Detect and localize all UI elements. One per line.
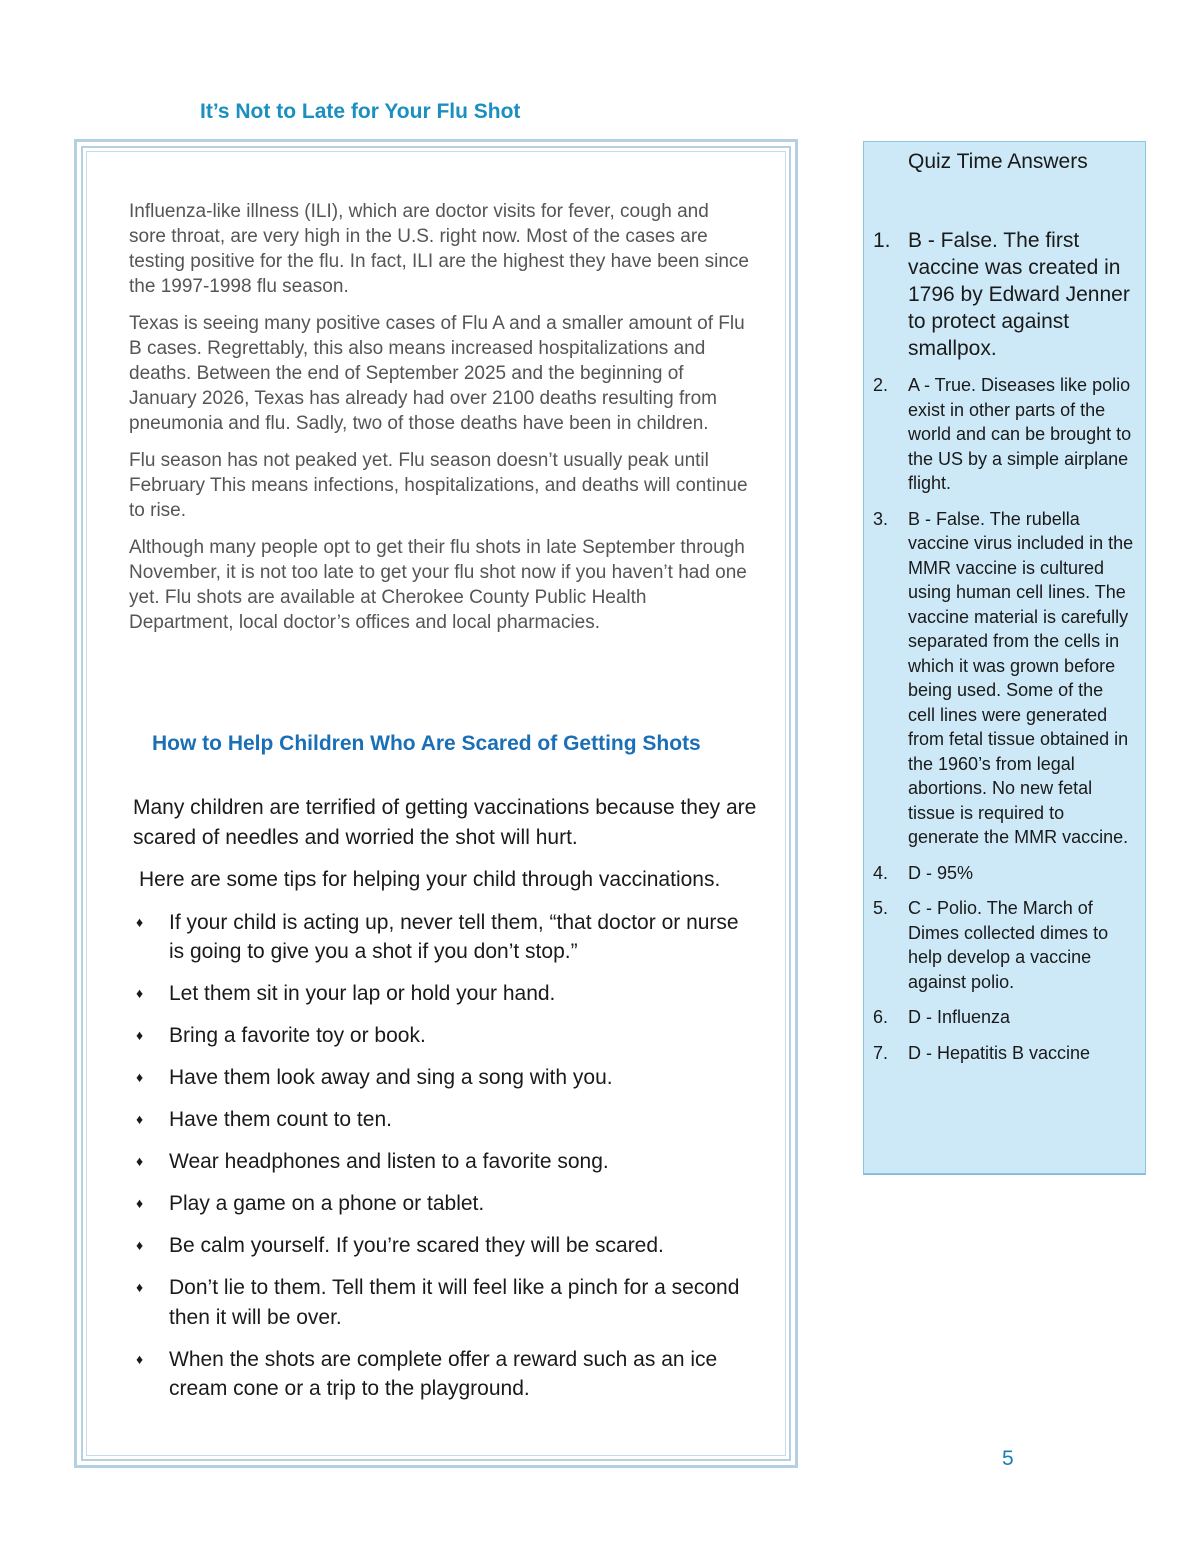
page-number: 5 bbox=[1002, 1447, 1014, 1470]
tip-item bbox=[133, 1147, 758, 1177]
quiz-title: Quiz Time Answers bbox=[908, 150, 1088, 173]
quiz-answer-text: B - False. The rubella vaccine virus included in the MMR vaccine is cultured using human cell lines. The vaccine material is carefully separated from the cells in which it was grown before being used. Some of the cell lines were generated from fetal tissue obtained in the 1960’s from legal abortions. No new fetal tissue is required to generate the MMR vaccine. bbox=[908, 508, 1134, 847]
quiz-answer bbox=[873, 507, 1135, 850]
quiz-answer-number: 2. bbox=[873, 375, 889, 395]
quiz-answer bbox=[873, 1005, 1135, 1030]
tip-text: Bring a favorite toy or book. bbox=[169, 1024, 426, 1047]
quiz-answer bbox=[873, 373, 1135, 496]
quiz-answer-text: A - True. Diseases like polio exist in other parts of the world and can be brought to the US by a simple airplane flight. bbox=[908, 375, 1132, 493]
diamond-bullet-icon: ♦ bbox=[136, 1195, 144, 1211]
quiz-answer-number: 5. bbox=[873, 898, 889, 918]
diamond-bullet-icon: ♦ bbox=[136, 1111, 144, 1127]
tips-list bbox=[133, 908, 758, 1404]
diamond-bullet-icon: ♦ bbox=[136, 913, 144, 930]
quiz-answer bbox=[873, 896, 1135, 994]
tip-text: When the shots are complete offer a reward such as an ice cream cone or a trip to the playground. bbox=[169, 1347, 718, 1400]
flu-paragraph: Texas is seeing many positive cases of Flu A and a smaller amount of Flu B cases. Regrettably, this also means increased hospitalizations and deaths. Between the end of September 2025 and the beginning of January 2026, Texas has already had over 2100 deaths resulting from pneumonia and flu. Sadly, two of those deaths have been in children. bbox=[129, 313, 745, 434]
tip-text: Have them count to ten. bbox=[169, 1108, 392, 1131]
tip-item bbox=[133, 908, 758, 967]
diamond-bullet-icon: ♦ bbox=[136, 1027, 144, 1043]
tips-intro: Here are some tips for helping your child through vaccinations. bbox=[139, 868, 721, 891]
quiz-answer-text: D - 95% bbox=[908, 862, 974, 883]
quiz-answer-number: 3. bbox=[873, 508, 889, 529]
flu-article-title: It’s Not to Late for Your Flu Shot bbox=[200, 100, 521, 123]
quiz-answer-text: D - Hepatitis B vaccine bbox=[908, 1042, 1091, 1063]
diamond-bullet-icon: ♦ bbox=[136, 1350, 144, 1367]
flu-paragraph: Although many people opt to get their flu shots in late September through November, it is not too late to get your flu shot now if you haven’t had one yet. Flu shots are available at Cherokee County Public Health Department, local doctor’s offices and local pharmacies. bbox=[129, 537, 747, 633]
tip-item bbox=[133, 1021, 758, 1051]
diamond-bullet-icon: ♦ bbox=[136, 985, 144, 1001]
tip-item bbox=[133, 1273, 758, 1332]
tip-text: Wear headphones and listen to a favorite song. bbox=[169, 1150, 609, 1173]
tip-text: Have them look away and sing a song with you. bbox=[169, 1066, 613, 1089]
quiz-answer-number: 4. bbox=[873, 862, 889, 883]
tip-item bbox=[133, 1189, 758, 1219]
quiz-answer-number: 6. bbox=[873, 1007, 889, 1027]
quiz-answer bbox=[873, 1041, 1135, 1066]
quiz-answer-text: C - Polio. The March of Dimes collected dimes to help develop a vaccine against polio. bbox=[908, 898, 1109, 992]
tip-text: Don’t lie to them. Tell them it will feel like a pinch for a second then it will be over. bbox=[169, 1276, 740, 1329]
diamond-bullet-icon: ♦ bbox=[136, 1237, 144, 1253]
flu-paragraph: Flu season has not peaked yet. Flu season doesn’t usually peak until February This means infections, hospitalizations, and deaths will continue to rise. bbox=[129, 450, 748, 521]
tip-text: Let them sit in your lap or hold your hand. bbox=[169, 982, 556, 1005]
tip-text: Play a game on a phone or tablet. bbox=[169, 1192, 485, 1215]
quiz-answers-list bbox=[873, 227, 1135, 1076]
tip-text: If your child is acting up, never tell them, “that doctor or nurse is going to give you a shot if you don’t stop.” bbox=[169, 910, 739, 963]
quiz-answer bbox=[873, 227, 1135, 362]
kids-article-title: How to Help Children Who Are Scared of Getting Shots bbox=[152, 732, 701, 755]
kids-intro: Many children are terrified of getting vaccinations because they are scared of needles and worried the shot will hurt. bbox=[133, 796, 757, 849]
diamond-bullet-icon: ♦ bbox=[136, 1153, 144, 1169]
quiz-answer-number: 7. bbox=[873, 1042, 889, 1063]
diamond-bullet-icon: ♦ bbox=[136, 1069, 144, 1085]
tip-item bbox=[133, 979, 758, 1009]
kids-article-body bbox=[133, 793, 758, 1416]
quiz-answer-text: D - Influenza bbox=[908, 1007, 1011, 1027]
tip-item bbox=[133, 1105, 758, 1135]
diamond-bullet-icon: ♦ bbox=[136, 1279, 144, 1295]
tip-item bbox=[133, 1345, 758, 1404]
flu-paragraph: Influenza-like illness (ILI), which are doctor visits for fever, cough and sore throat, are very high in the U.S. right now. Most of the cases are testing positive for the flu. In fact, ILI are the highest they have been since the 1997-1998 flu season. bbox=[129, 201, 749, 297]
tip-item bbox=[133, 1231, 758, 1261]
quiz-answer bbox=[873, 861, 1135, 886]
tip-text: Be calm yourself. If you’re scared they will be scared. bbox=[169, 1234, 664, 1257]
tip-item bbox=[133, 1063, 758, 1093]
quiz-answer-text: B - False. The first vaccine was created in 1796 by Edward Jenner to protect against smallpox. bbox=[908, 229, 1130, 360]
quiz-answer-number: 1. bbox=[873, 229, 891, 252]
flu-article-body bbox=[129, 199, 749, 647]
